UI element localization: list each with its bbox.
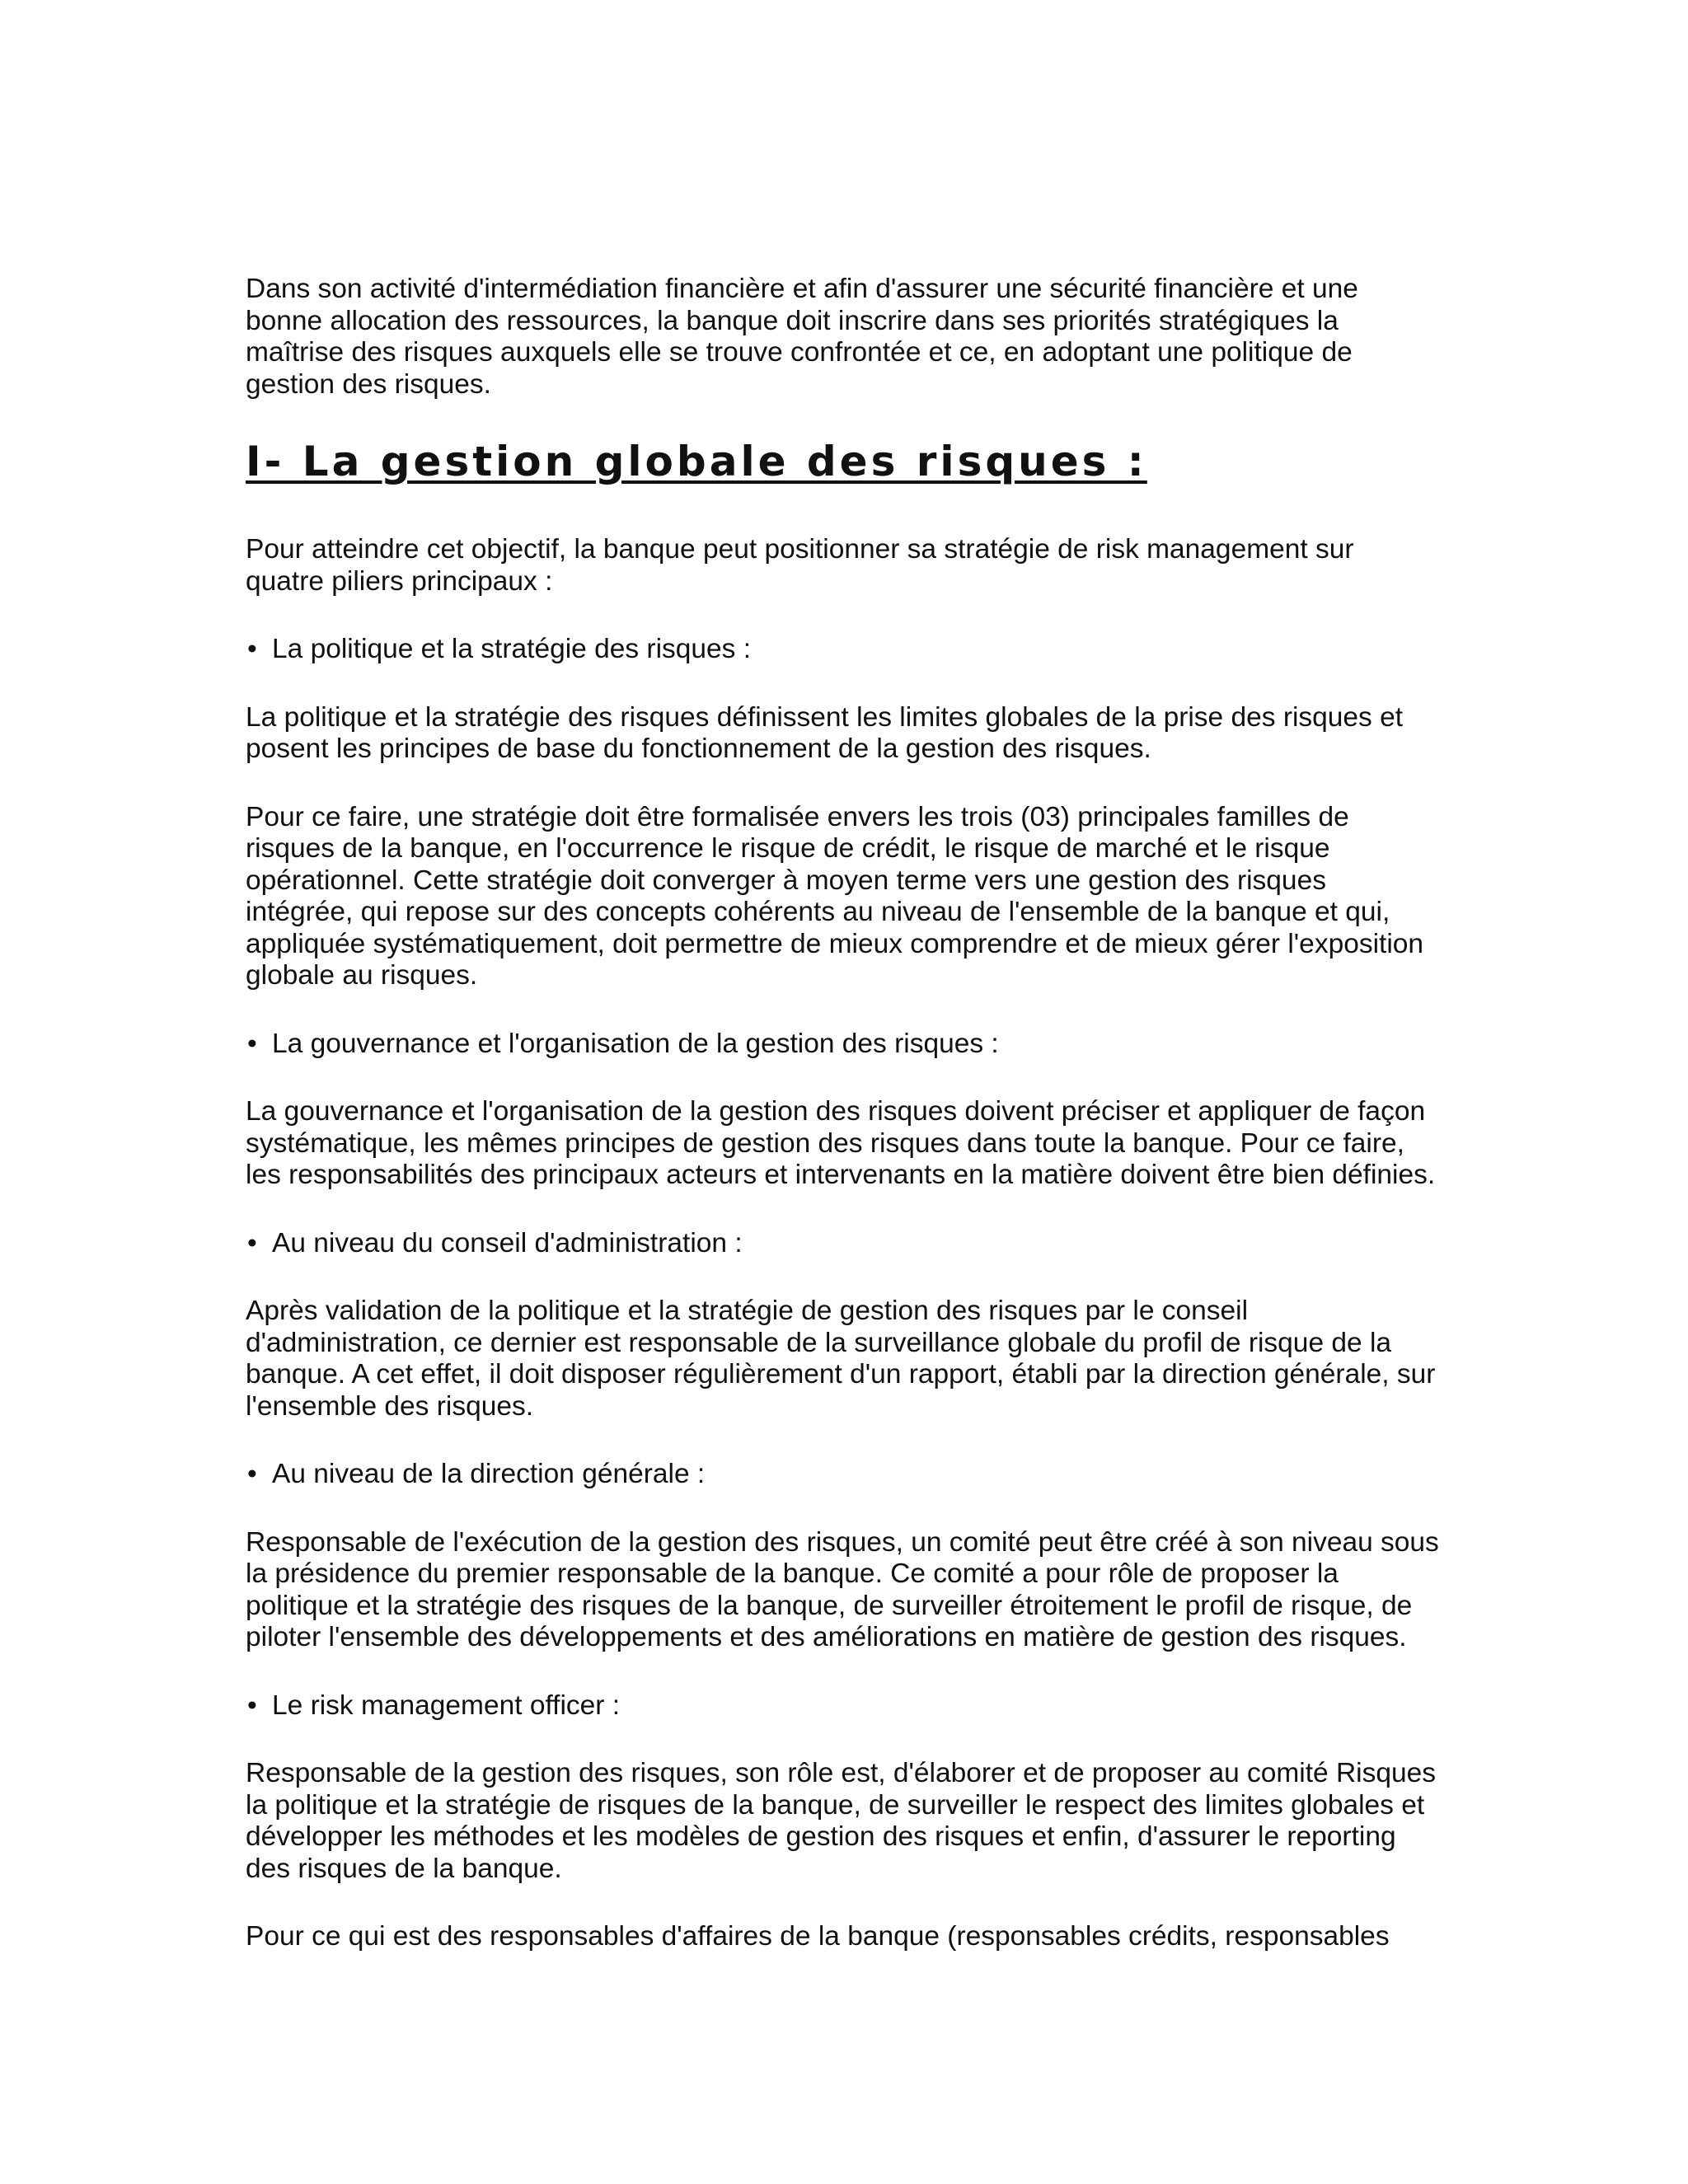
text-line: les responsabilités des principaux acteurs et intervenants en la matière doivent être bien définies. <box>246 1160 1436 1190</box>
text-line: globale au risques. <box>246 960 478 991</box>
bullet-icon: • <box>247 1227 257 1258</box>
text-line: Pour ce faire, une stratégie doit être formalisée envers les trois (03) principales familles de <box>246 801 1349 832</box>
text-line: piloter l'ensemble des développements et des améliorations en matière de gestion des risques. <box>246 1622 1407 1652</box>
risk-officer-paragraph <box>246 1758 1449 1885</box>
text-line: posent les principes de base du fonctionnement de la gestion des risques. <box>246 733 1151 764</box>
governance-paragraph <box>246 1096 1449 1192</box>
board-paragraph <box>246 1296 1449 1422</box>
text-line: Pour ce qui est des responsables d'affaires de la banque (responsables crédits, responsables <box>246 1921 1390 1952</box>
text-line: risques de la banque, en l'occurrence le risque de crédit, le risque de marché et le risque <box>246 833 1330 864</box>
text-line: l'ensemble des risques. <box>246 1390 534 1422</box>
bullet-icon: • <box>247 1690 257 1721</box>
bullet-item-risk-officer <box>246 1690 1449 1722</box>
document-body <box>246 274 1449 1990</box>
text-line: Après validation de la politique et la stratégie de gestion des risques par le conseil <box>246 1296 1249 1326</box>
strategy-paragraph <box>246 802 1449 992</box>
text-line: banque. A cet effet, il doit disposer régulièrement d'un rapport, établi par la direction générale, sur <box>246 1359 1436 1390</box>
bullet-icon: • <box>247 634 257 664</box>
text-line: La politique et la stratégie des risques définissent les limites globales de la prise des risques et <box>246 701 1404 733</box>
bullet-label: La politique et la stratégie des risques : <box>272 634 752 664</box>
text-line: des risques de la banque. <box>246 1853 562 1884</box>
text-line: Responsable de la gestion des risques, son rôle est, d'élaborer et de proposer au comité Risques <box>246 1758 1437 1788</box>
bullet-item-governance <box>246 1029 1449 1061</box>
text-line: maîtrise des risques auxquels elle se trouve confrontée et ce, en adoptant une politique de <box>246 337 1353 368</box>
bullet-item-policy <box>246 634 1449 666</box>
text-line: Responsable de l'exécution de la gestion des risques, un comité peut être créé à son niveau sous <box>246 1526 1439 1558</box>
text-line: la politique et la stratégie de risques de la banque, de surveiller le respect des limites globales et <box>246 1789 1425 1821</box>
bullet-icon: • <box>247 1459 257 1489</box>
text-line: appliquée systématiquement, doit permettre de mieux comprendre et de mieux gérer l'exposition <box>246 928 1424 959</box>
text-line: systématique, les mêmes principes de gestion des risques dans toute la banque. Pour ce faire, <box>246 1127 1404 1159</box>
bullet-label: Le risk management officer : <box>272 1690 621 1721</box>
business-managers-paragraph <box>246 1921 1449 1953</box>
text-line: développer les méthodes et les modèles de gestion des risques et enfin, d'assurer le reporting <box>246 1821 1396 1852</box>
bullet-label: Au niveau de la direction générale : <box>272 1459 706 1489</box>
intro-paragraph <box>246 274 1449 401</box>
text-line: politique et la stratégie des risques de la banque, de surveiller étroitement le profil de risque, de <box>246 1590 1413 1621</box>
objective-paragraph <box>246 534 1449 598</box>
bullet-item-board <box>246 1228 1449 1260</box>
section-heading: I- La gestion globale des risques : <box>246 438 1147 485</box>
policy-paragraph <box>246 702 1449 766</box>
text-line: la présidence du premier responsable de la banque. Ce comité a pour rôle de proposer la <box>246 1558 1339 1589</box>
text-line: intégrée, qui repose sur des concepts cohérents au niveau de l'ensemble de la banque et qui, <box>246 897 1390 927</box>
text-line: d'administration, ce dernier est responsable de la surveillance globale du profil de risque de la <box>246 1327 1392 1358</box>
management-paragraph <box>246 1527 1449 1654</box>
text-line: opérationnel. Cette stratégie doit converger à moyen terme vers une gestion des risques <box>246 865 1326 896</box>
bullet-label: La gouvernance et l'organisation de la gestion des risques : <box>272 1028 999 1059</box>
text-line: Pour atteindre cet objectif, la banque peut positionner sa stratégie de risk management sur <box>246 534 1354 565</box>
text-line: La gouvernance et l'organisation de la gestion des risques doivent préciser et appliquer de façon <box>246 1096 1426 1127</box>
text-line: Dans son activité d'intermédiation financière et afin d'assurer une sécurité financière et une <box>246 274 1358 304</box>
bullet-icon: • <box>247 1028 257 1059</box>
bullet-label: Au niveau du conseil d'administration : <box>272 1227 743 1258</box>
text-line: quatre piliers principaux : <box>246 565 553 597</box>
bullet-item-management <box>246 1459 1449 1491</box>
text-line: gestion des risques. <box>246 368 491 400</box>
text-line: bonne allocation des ressources, la banque doit inscrire dans ses priorités stratégiques la <box>246 305 1339 336</box>
